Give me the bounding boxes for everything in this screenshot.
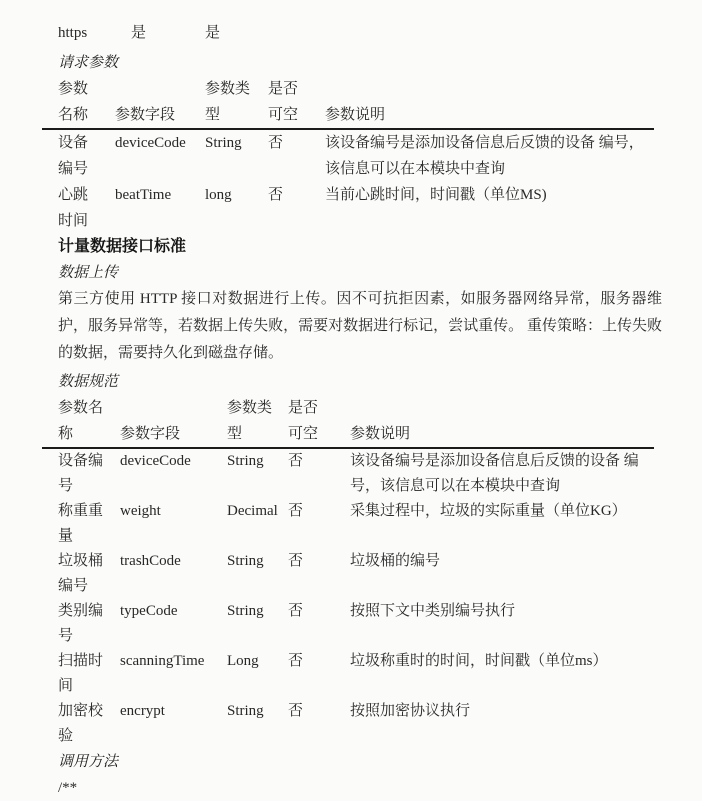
param-nullable-cell: 否 — [268, 187, 284, 203]
param-type-cell: String — [227, 453, 264, 469]
column-header-name: 参数名称 — [58, 400, 104, 442]
metering-standard-heading: 计量数据接口标准 — [58, 238, 187, 255]
table-row — [58, 599, 662, 649]
param-type-cell: String — [227, 553, 264, 569]
protocol-row — [58, 20, 662, 46]
param-name-cell: 加密校验 — [58, 703, 104, 744]
column-header-nullable: 是否可空 — [268, 81, 299, 123]
table-header-row — [58, 395, 662, 447]
param-name-cell: 垃圾桶编号 — [58, 553, 104, 594]
table-row — [58, 549, 662, 599]
column-header-desc: 参数说明 — [350, 426, 411, 442]
param-field-cell: beatTime — [115, 187, 172, 203]
param-desc-cell: 该设备编号是添加设备信息后反馈的设备 编号，该信息可以在本模块中查询 — [325, 135, 644, 177]
yes-value-2: 是 — [205, 25, 221, 41]
table-row — [58, 130, 662, 182]
param-desc-cell: 采集过程中，垃圾的实际重量（单位KG） — [350, 503, 627, 519]
column-header-name: 参数名称 — [58, 81, 89, 123]
request-params-heading: 请求参数 — [58, 55, 119, 71]
protocol-value: https — [58, 25, 88, 41]
param-desc-cell: 垃圾桶的编号 — [350, 553, 441, 569]
param-nullable-cell: 否 — [288, 653, 304, 669]
param-name-cell: 设备编号 — [58, 453, 104, 494]
param-name-cell: 心跳时间 — [58, 187, 89, 229]
column-header-desc: 参数说明 — [325, 107, 386, 123]
param-name-cell: 扫描时间 — [58, 653, 104, 694]
request-params-table — [58, 76, 662, 234]
param-desc-cell: 垃圾称重时的时间，时间戳（单位ms） — [350, 653, 608, 669]
param-desc-cell: 按照下文中类别编号执行 — [350, 603, 516, 619]
param-type-cell: String — [227, 703, 264, 719]
upload-paragraph: 第三方使用 HTTP 接口对数据进行上传。因不可抗拒因素，如服务器网络异常，服务器维护，服务异常等，若数据上传失败，需要对数据进行标记，尝试重传。 重传策略：上传失败的数据，需要持久化到磁盘存储。 — [58, 291, 662, 361]
param-type-cell: String — [227, 603, 264, 619]
column-header-type: 参数类型 — [205, 81, 251, 123]
table-row — [58, 182, 662, 234]
column-header-nullable: 是否可空 — [288, 400, 319, 442]
param-type-cell: long — [205, 187, 232, 203]
param-nullable-cell: 否 — [288, 553, 304, 569]
param-field-cell: typeCode — [120, 603, 178, 619]
column-header-field: 参数字段 — [120, 426, 181, 442]
param-desc-cell: 按照加密协议执行 — [350, 703, 471, 719]
param-name-cell: 类别编号 — [58, 603, 104, 644]
param-field-cell: encrypt — [120, 703, 165, 719]
yes-value-1: 是 — [131, 25, 147, 41]
table-header-row — [58, 76, 662, 128]
param-desc-cell: 当前心跳时间，时间戳（单位MS) — [325, 187, 547, 203]
param-field-cell: trashCode — [120, 553, 181, 569]
column-header-type: 参数类型 — [227, 400, 273, 442]
param-field-cell: scanningTime — [120, 653, 205, 669]
param-name-cell: 称重重量 — [58, 503, 104, 544]
data-upload-heading: 数据上传 — [58, 265, 119, 281]
param-nullable-cell: 否 — [288, 703, 304, 719]
param-field-cell: deviceCode — [120, 453, 191, 469]
param-field-cell: weight — [120, 503, 161, 519]
param-field-cell: deviceCode — [115, 135, 186, 151]
code-comment-line: /** — [58, 780, 78, 796]
param-type-cell: Long — [227, 653, 259, 669]
table-row — [58, 649, 662, 699]
param-type-cell: Decimal — [227, 503, 278, 519]
param-name-cell: 设备编号 — [58, 135, 89, 177]
param-desc-cell: 该设备编号是添加设备信息后反馈的设备 编号，该信息可以在本模块中查询 — [350, 453, 639, 494]
invoke-method-heading: 调用方法 — [58, 754, 119, 770]
column-header-field: 参数字段 — [115, 107, 176, 123]
param-nullable-cell: 否 — [288, 453, 304, 469]
param-type-cell: String — [205, 135, 242, 151]
data-spec-table — [58, 395, 662, 749]
param-nullable-cell: 否 — [288, 603, 304, 619]
table-row — [58, 699, 662, 749]
table-row — [58, 449, 662, 499]
table-row — [58, 499, 662, 549]
param-nullable-cell: 否 — [288, 503, 304, 519]
param-nullable-cell: 否 — [268, 135, 284, 151]
data-spec-heading: 数据规范 — [58, 374, 119, 390]
